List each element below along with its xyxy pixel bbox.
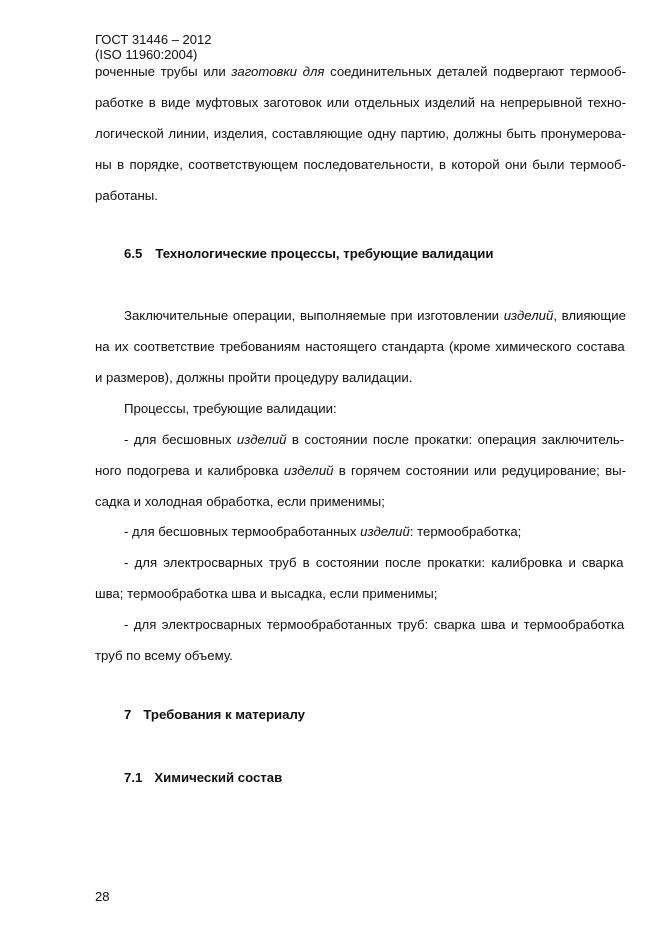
text-run: в состоянии после прокатки: операция заключитель- [286,432,625,447]
intro-line-2: работке в виде муфтовых заготовок или отдельных изделий на непрерывной техно- [95,95,626,110]
section-title: Химический состав [154,770,283,785]
text-run: : термообработка; [409,524,522,539]
text-run: - для бесшовных [124,432,237,447]
section-7-1-heading [124,770,282,786]
section-number: 6.5 [124,246,143,261]
italic-term: изделий [283,463,334,478]
text-run: в горячем состоянии или редуцирование; вы- [333,463,626,478]
item-1-line-1 [124,432,624,448]
text-run: - для бесшовных термообработанных [124,524,361,539]
standard-designation: ГОСТ 31446 – 2012 [95,32,212,47]
item-3-line-2: шва; термообработка шва и высадка, если применимы; [95,586,438,601]
italic-term: заготовки для [231,64,325,79]
section-6-5-heading [124,246,494,262]
item-1-line-3: садка и холодная обработка, если применимы; [95,494,385,509]
validation-p1-line-2: на их соответствие требованиям настоящего стандарта (кроме химического состава [95,339,625,354]
italic-term: изделий [503,308,554,323]
item-2-line-1 [124,524,521,540]
text-run: , влияющие [553,308,626,323]
intro-line-4: ны в порядке, соответствующем последовательности, в которой они были термооб- [95,157,626,172]
validation-p1-line-3: и размеров), должны пройти процедуру валидации. [95,370,413,385]
intro-line-3: логической линии, изделия, составляющие одну партию, должны быть пронумерова- [95,126,626,141]
item-3-line-1: - для электросварных труб в состоянии после прокатки: калибровка и сварка [124,555,624,570]
text-run: роченные трубы или [95,64,232,79]
item-4-line-2: труб по всему объему. [95,648,233,663]
page-number: 28 [95,889,110,904]
item-1-line-2 [95,463,626,479]
section-number: 7.1 [124,770,143,785]
text-run: соединительных деталей подвергают термооб- [324,64,626,79]
section-7-heading [124,707,305,723]
text-run: Заключительные операции, выполняемые при изготовлении [124,308,504,323]
intro-line-1 [95,64,626,80]
iso-reference: (ISO 11960:2004) [95,47,198,62]
item-4-line-1: - для электросварных термообработанных труб: сварка шва и термообработка [124,617,625,632]
text-run: ного подогрева и калибровка [95,463,284,478]
intro-line-5: работаны. [95,188,158,203]
section-number: 7 [124,707,132,722]
italic-term: изделий [236,432,287,447]
processes-intro: Процессы, требующие валидации: [124,401,337,416]
italic-term: изделий [360,524,410,539]
section-title: Требования к материалу [143,707,306,722]
section-title: Технологические процессы, требующие валидации [155,246,494,261]
validation-p1-line-1 [124,308,626,324]
